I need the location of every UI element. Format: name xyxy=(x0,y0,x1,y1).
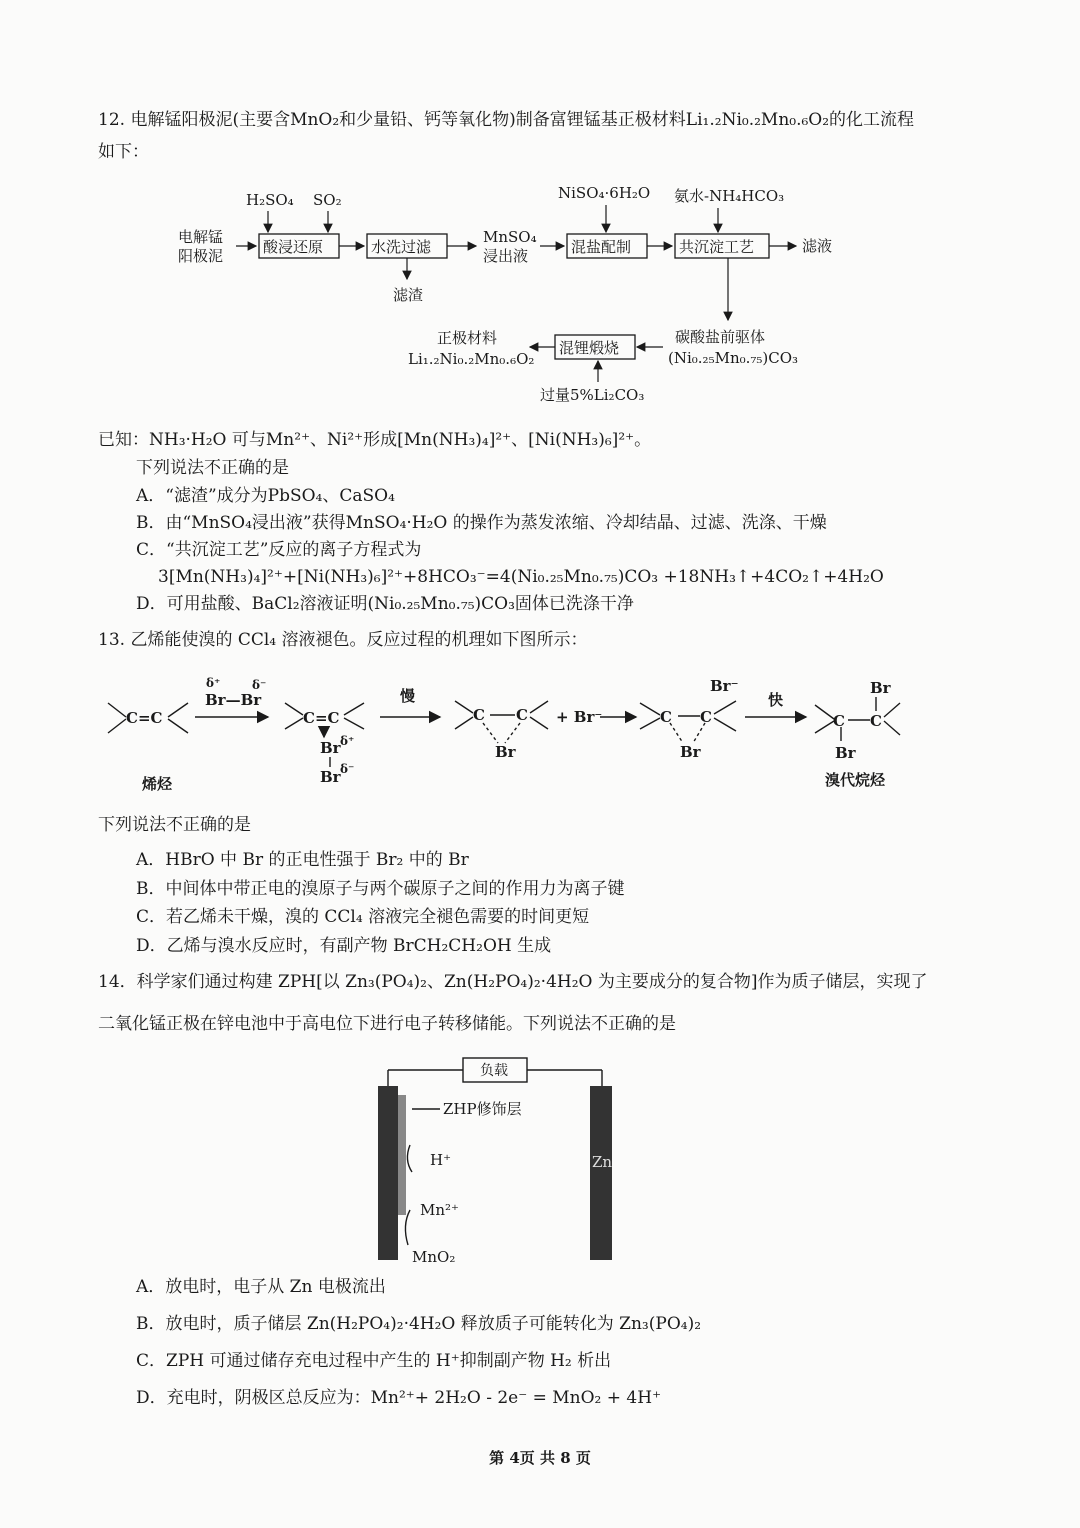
q14-stem-line2: 二氧化锰正极在锌电池中于高电位下进行电子转移储能。下列说法不正确的是 xyxy=(98,1014,676,1034)
flow-filtrate: 滤液 xyxy=(802,237,833,255)
q12-stem-line1: 12. 电解锰阳极泥(主要含MnO₂和少量铅、钙等氧化物)制备富锂锰基正极材料Li₁.₂Ni₀.₂Mn₀.₆O₂的化工流程 xyxy=(98,110,915,130)
cell-mn2plus: Mn²⁺ xyxy=(420,1201,459,1219)
q12-option-a: A．“滤渣”成分为PbSO₄、CaSO₄ xyxy=(136,486,395,506)
flow-start-1: 电解锰 xyxy=(178,228,224,246)
q13-stem: 13. 乙烯能使溴的 CCl₄ 溶液褪色。反应过程的机理如下图所示： xyxy=(98,630,588,650)
flow-box-coprecipitation: 共沉淀工艺 xyxy=(679,238,755,256)
flow-mid-2: 浸出液 xyxy=(483,247,529,265)
q13-option-a: A．HBrO 中 Br 的正电性强于 Br₂ 中的 Br xyxy=(136,850,469,870)
mech-br-4: Br xyxy=(680,743,701,761)
cell-hplus: H⁺ xyxy=(430,1151,451,1169)
flow-box-acid-leach: 酸浸还原 xyxy=(263,238,324,256)
q14-stem-line1: 14．科学家们通过构建 ZPH[以 Zn₃(PO₄)₂、Zn(H₂PO₄)₂·4H₂O 为主要成分的复合物]作为质子储层，实现了 xyxy=(98,972,928,992)
q12-ask: 下列说法不正确的是 xyxy=(136,458,289,478)
q12-known: 已知：NH₃·H₂O 可与Mn²⁺、Ni²⁺形成[Mn(NH₃)₄]²⁺、[Ni(NH₃)₆]²⁺。 xyxy=(98,430,652,450)
q13-option-d: D．乙烯与溴水反应时，有副产物 BrCH₂CH₂OH 生成 xyxy=(136,936,552,956)
cell-zn: Zn xyxy=(592,1153,613,1171)
svg-text:C: C xyxy=(660,708,672,726)
flow-product-1: 正极材料 xyxy=(437,329,498,347)
q12-option-b: B．由“MnSO₄浸出液”获得MnSO₄·H₂O 的操作为蒸发浓缩、冷却结晶、过滤、洗涤、干燥 xyxy=(136,513,827,533)
q13-option-c: C．若乙烯未干燥，溴的 CCl₄ 溶液完全褪色需要的时间更短 xyxy=(136,907,590,927)
svg-text:C=C: C=C xyxy=(126,709,163,727)
mech-alkene-label: 烯烃 xyxy=(142,775,173,793)
mech-br-minus: Br⁻ xyxy=(710,677,739,695)
q12-option-d: D．可用盐酸、BaCl₂溶液证明(Ni₀.₂₅Mn₀.₇₅)CO₃固体已洗涤干净 xyxy=(136,594,634,614)
svg-text:C: C xyxy=(700,708,712,726)
mech-br-6: Br xyxy=(835,744,856,762)
flow-box-wash-filter: 水洗过滤 xyxy=(371,238,432,256)
flow-mid-1: MnSO₄ xyxy=(483,228,537,246)
flow-product-2: Li₁.₂Ni₀.₂Mn₀.₆O₂ xyxy=(408,350,535,368)
flow-reagent-niso4: NiSO₄·6H₂O xyxy=(558,184,651,202)
svg-text:C=C: C=C xyxy=(303,709,340,727)
flow-residue: 滤渣 xyxy=(393,286,424,304)
cell-zhp-layer: ZHP修饰层 xyxy=(443,1100,522,1118)
q13-mechanism-diagram xyxy=(0,665,1080,805)
cell-load: 负载 xyxy=(480,1063,508,1079)
flow-reagent-so2: SO₂ xyxy=(313,191,342,209)
flow-precursor-2: (Ni₀.₂₅Mn₀.₇₅)CO₃ xyxy=(668,349,799,367)
mech-delta-plus-2: δ⁺ xyxy=(340,734,355,748)
flow-box-calcine: 混锂煅烧 xyxy=(559,339,620,357)
mech-br-1: Br xyxy=(320,739,341,757)
flow-precursor-1: 碳酸盐前驱体 xyxy=(675,328,766,346)
flow-reagent-ammonia: 氨水-NH₄HCO₃ xyxy=(674,187,785,205)
mech-plus-br: + Br⁻ xyxy=(556,708,603,726)
mech-delta-minus-2: δ⁻ xyxy=(340,762,355,776)
q14-option-d: D．充电时，阴极区总反应为：Mn²⁺+ 2H₂O - 2e⁻ = MnO₂ + 4H⁺ xyxy=(136,1388,662,1408)
q14-option-c: C．ZPH 可通过储存充电过程中产生的 H⁺抑制副产物 H₂ 析出 xyxy=(136,1351,612,1371)
flow-box-mix-salt: 混盐配制 xyxy=(571,238,632,256)
flow-reagent-li2co3: 过量5%Li₂CO₃ xyxy=(540,386,645,404)
q12-option-c-equation: 3[Mn(NH₃)₄]²⁺+[Ni(NH₃)₆]²⁺+8HCO₃⁻=4(Ni₀.₂₅Mn₀.₇₅)CO₃ +18NH₃↑+4CO₂↑+4H₂O xyxy=(158,567,884,587)
flow-start-2: 阳极泥 xyxy=(178,247,224,265)
svg-text:C: C xyxy=(516,706,528,724)
mech-br2: Br—Br xyxy=(205,691,262,709)
mech-br-2: Br xyxy=(320,768,341,786)
q14-option-a: A．放电时，电子从 Zn 电极流出 xyxy=(136,1277,386,1297)
flow-reagent-h2so4: H₂SO₄ xyxy=(246,191,294,209)
q12-flowchart xyxy=(0,170,1080,415)
q13-ask: 下列说法不正确的是 xyxy=(98,815,251,835)
svg-text:C: C xyxy=(473,706,485,724)
mech-slow: 慢 xyxy=(400,687,416,705)
mech-delta-plus-1: δ⁺ xyxy=(206,676,221,690)
mech-br-5: Br xyxy=(870,679,891,697)
mech-br-3: Br xyxy=(495,743,516,761)
page-footer: 第 4页 共 8 页 xyxy=(489,1449,591,1467)
mech-delta-minus-1: δ⁻ xyxy=(252,678,267,692)
q14-option-b: B．放电时，质子储层 Zn(H₂PO₄)₂·4H₂O 释放质子可能转化为 Zn₃(PO₄)₂ xyxy=(136,1314,702,1334)
mech-fast: 快 xyxy=(768,691,784,709)
mech-product-label: 溴代烷烃 xyxy=(825,771,886,789)
cell-mno2: MnO₂ xyxy=(412,1248,456,1266)
q12-option-c: C．“共沉淀工艺”反应的离子方程式为 xyxy=(136,540,422,560)
q13-option-b: B．中间体中带正电的溴原子与两个碳原子之间的作用力为离子键 xyxy=(136,879,625,899)
svg-text:C: C xyxy=(870,712,882,730)
q12-stem-line2: 如下： xyxy=(98,142,149,162)
svg-text:C: C xyxy=(833,712,845,730)
q14-cell-diagram xyxy=(0,1050,1080,1270)
